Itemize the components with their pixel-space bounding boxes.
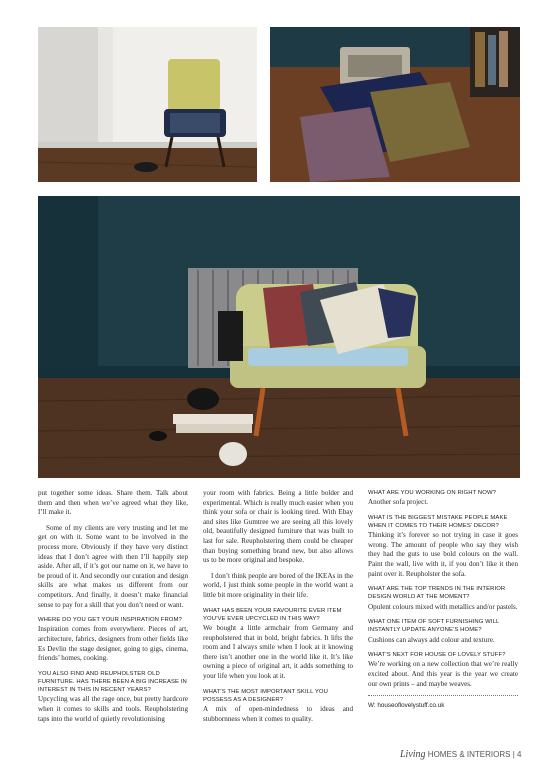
dotted-divider [368,695,518,696]
interview-answer: Another sofa project. [368,498,429,507]
interview-answer: Opulent colours mixed with metallics and/or pastels. [368,602,518,611]
photo-green-chair [38,27,257,182]
footer-separator: | [512,750,515,759]
interview-answer: Inspiration comes from everywhere. Pieces of art, architecture, fabrics, designers from other fields like Es Devlin the stage designer, going to gigs, cinema, friends’ homes, cooking. [38,625,188,663]
interview-question: WHERE DO YOU GET YOUR INSPIRATION FROM? [38,617,182,624]
page-number: 4 [517,750,522,759]
photo-cushions [270,27,520,182]
interview-question: WHAT’S NEXT FOR HOUSE OF LOVELY STUFF? [368,652,506,659]
interview-question: WHAT HAS BEEN YOUR FAVOURITE EVER ITEM YOU’VE EVER UPCYCLED IN THIS WAY? [203,607,342,622]
article-column-1 [38,489,188,730]
interview-question: WHAT IS THE BIGGEST MISTAKE PEOPLE MAKE WHEN IT COMES TO THEIR HOMES’ DECOR? [368,514,508,529]
interview-question: YOU ALSO FIND AND REUPHOLSTER OLD FURNITURE. HAS THERE BEEN A BIG INCREASE IN INTEREST IN THIS IN RECENT YEARS? [38,670,187,694]
paragraph: put together some ideas. Share them. Talk about them and then when we’ve agreed what they like, I’ll make it. [38,489,188,517]
article-column-3 [368,489,518,711]
interview-question: WHAT ARE YOU WORKING ON RIGHT NOW? [368,490,496,496]
interview-answer: Cushions can always add colour and texture. [368,635,495,644]
section-name: HOMES & INTERIORS [427,750,511,759]
article-column-2 [203,489,353,730]
interview-answer: We’re working on a new collection that we’re really excited about. And this year is the year we create our own prints – and maybe weaves. [368,660,518,688]
paragraph: your room with fabrics. Being a little bolder and experimental. Which is really much easier when you think your sofa or chair is looking tired. With Ebay and sites like Gumtree we are seeing all this lovely old, beautifully designed furniture that was built to last for sale. Reupholstering them could be cheaper than buying something brand new, but also allows us to be more original and bespoke. [203,489,353,565]
page-footer [400,749,520,760]
paragraph: I don’t think people are bored of the IKEAs in the world, I just think some people in the world want a little bit more originality in their life. [203,571,353,599]
interview-question: WHAT’S THE MOST IMPORTANT SKILL YOU POSSESS AS A DESIGNER? [203,688,328,703]
interview-answer: Thinking it’s forever so not trying in case it goes wrong. The amount of people who say they wish they had the guts to use bold colours on the wall. Paint the wall, live with it, if you don’t like it then paint over it. Reupholster the sofa. [368,531,518,578]
website-link[interactable]: W: houseoflovelystuff.co.uk [368,702,445,710]
interview-answer: We bought a little armchair from Germany and reupholstered that in bold, bright fabrics. It lifts the room and I always smile when I look at it knowing there isn’t another one in the world like it. It’s like owning a piece of original art, it adds something to your life when you look at it. [203,623,353,680]
magazine-brand: Living [400,749,426,760]
interview-question: WHAT ONE ITEM OF SOFT FURNISHING WILL INSTANTLY UPDATE ANYONE’S HOME? [368,619,500,634]
photo-armchair-room [38,196,520,478]
interview-question: WHAT ARE THE TOP TRENDS IN THE INTERIOR DESIGN WORLD AT THE MOMENT? [368,586,506,601]
paragraph: Some of my clients are very trusting and let me get on with it. Some want to be involved in the process more. Obviously if they have very distinct ideas that I don’t agree with then I’ll happily step aside. After all, if it’s got our name on it, we have to be proud of it. And secondly our curation and design skills are what makes us different from our competitors. And finally, it doesn’t make financial sense to pay for a skill that you don’t need or want. [38,523,188,609]
interview-answer: A mix of open-mindedness to ideas and stubbornness when it comes to quality. [203,704,353,723]
interview-answer: Upcycling was all the rage once, but pretty hardcore when it comes to skills and tools. Reupholstering taps into the world of quietly revolutionising [38,695,188,723]
